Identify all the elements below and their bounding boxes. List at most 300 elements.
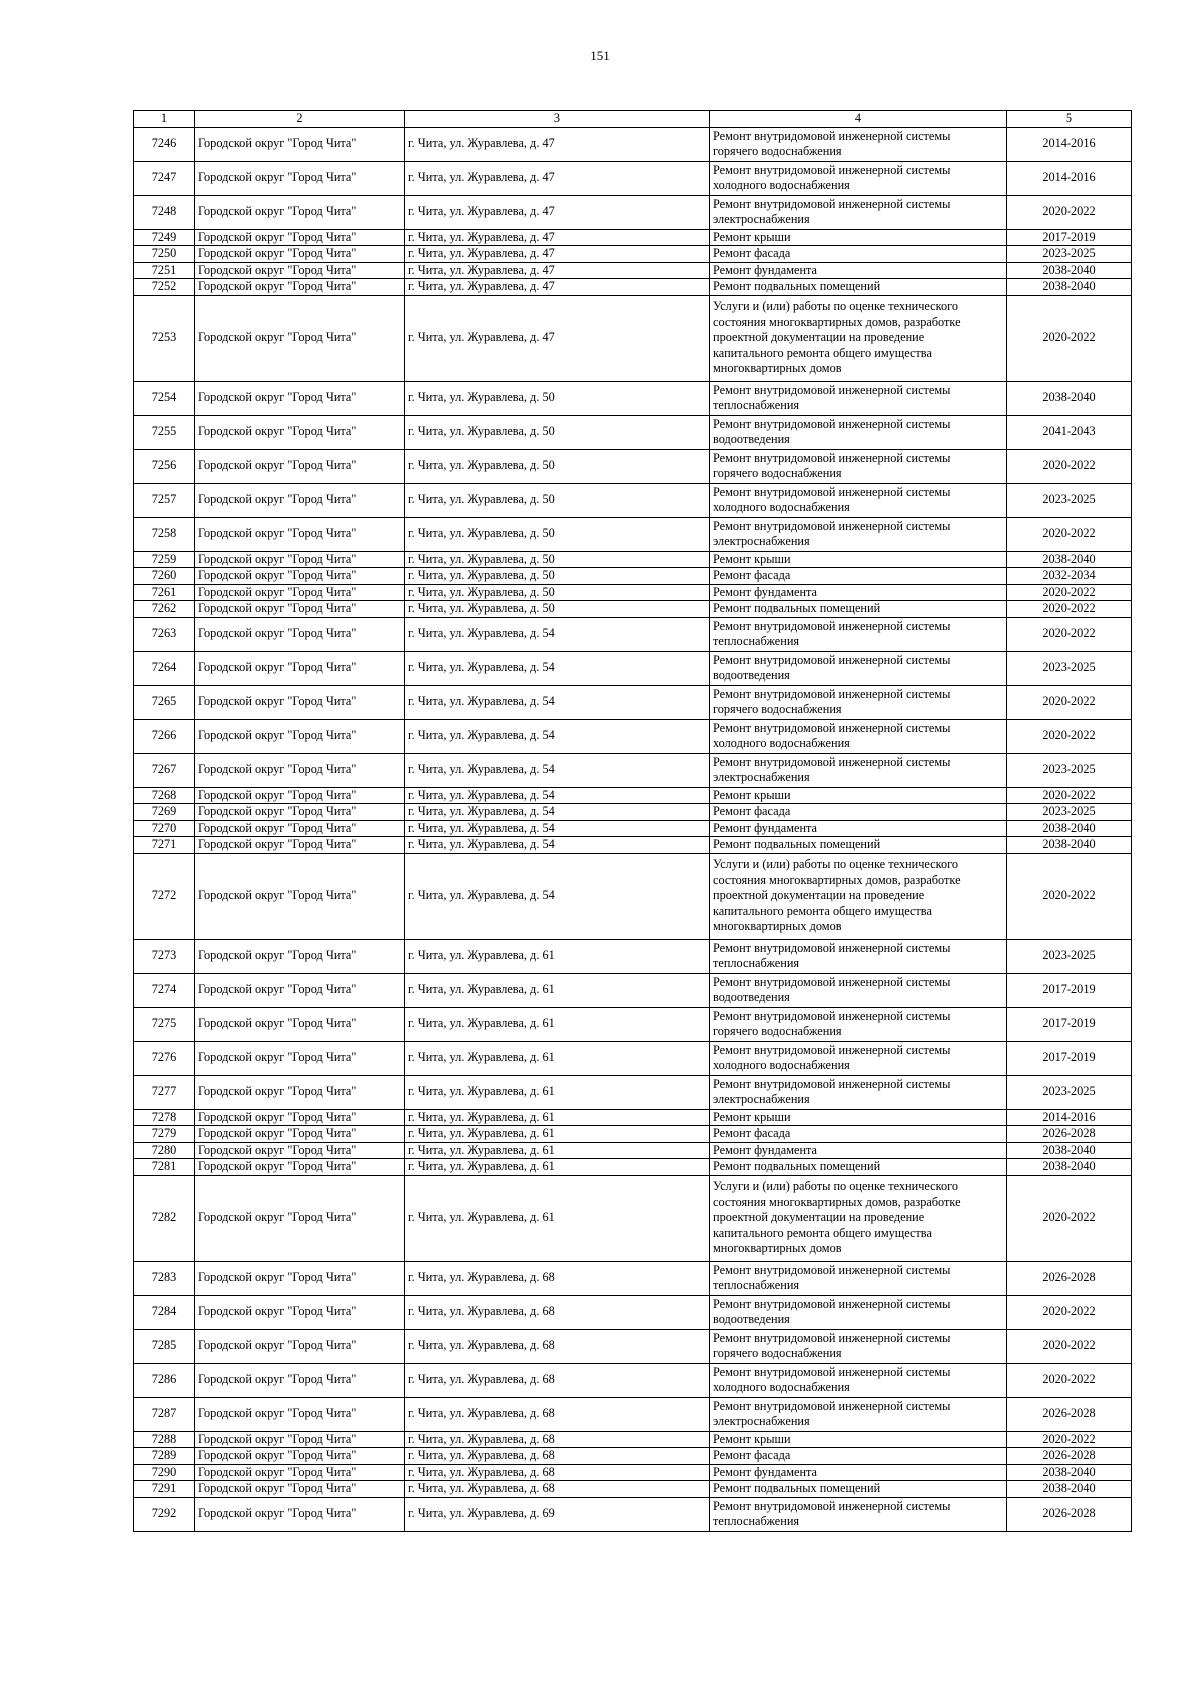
work-type-cell [710, 1329, 1007, 1363]
work-type-line: Ремонт крыши [713, 229, 791, 244]
work-type-cell [710, 787, 1007, 804]
district-cell: Городской округ "Город Чита" [195, 837, 405, 854]
period-cell: 2020-2022 [1007, 449, 1132, 483]
period-cell: 2020-2022 [1007, 685, 1132, 719]
work-type-cell [710, 1109, 1007, 1126]
row-number: 7282 [134, 1175, 195, 1261]
row-number: 7286 [134, 1363, 195, 1397]
work-type-cell [710, 449, 1007, 483]
work-type-line: Ремонт фасада [713, 568, 791, 582]
row-number: 7262 [134, 601, 195, 618]
district-cell: Городской округ "Город Чита" [195, 804, 405, 821]
row-number: 7276 [134, 1041, 195, 1075]
row-number: 7253 [134, 295, 195, 381]
row-number: 7287 [134, 1397, 195, 1431]
table-row [134, 820, 1132, 837]
row-number: 7266 [134, 719, 195, 753]
district-cell: Городской округ "Город Чита" [195, 1329, 405, 1363]
address-cell: г. Чита, ул. Журавлева, д. 68 [405, 1481, 710, 1498]
row-number: 7252 [134, 279, 195, 296]
work-type-cell [710, 161, 1007, 195]
address-cell: г. Чита, ул. Журавлева, д. 47 [405, 246, 710, 263]
table-row [134, 229, 1132, 246]
row-number: 7250 [134, 246, 195, 263]
address-cell: г. Чита, ул. Журавлева, д. 61 [405, 1109, 710, 1126]
work-type-line: Ремонт внутридомовой инженерной системы [713, 450, 951, 465]
period-cell: 2038-2040 [1007, 262, 1132, 279]
address-cell: г. Чита, ул. Журавлева, д. 69 [405, 1497, 710, 1531]
row-number: 7265 [134, 685, 195, 719]
table-row [134, 837, 1132, 854]
row-number: 7290 [134, 1464, 195, 1481]
work-type-cell [710, 584, 1007, 601]
address-cell: г. Чита, ул. Журавлева, д. 54 [405, 837, 710, 854]
row-number: 7268 [134, 787, 195, 804]
period-cell: 2020-2022 [1007, 295, 1132, 381]
period-cell: 2038-2040 [1007, 551, 1132, 568]
table-row [134, 1007, 1132, 1041]
table-row [134, 295, 1132, 381]
address-cell: г. Чита, ул. Журавлева, д. 61 [405, 1041, 710, 1075]
row-number: 7246 [134, 127, 195, 161]
address-cell: г. Чита, ул. Журавлева, д. 61 [405, 1075, 710, 1109]
address-cell: г. Чита, ул. Журавлева, д. 68 [405, 1431, 710, 1448]
work-type-line: Ремонт фундамента [713, 1142, 818, 1157]
work-type-line: теплоснабжения [713, 398, 800, 412]
work-type-cell [710, 1448, 1007, 1465]
table-row [134, 787, 1132, 804]
period-cell: 2026-2028 [1007, 1397, 1132, 1431]
district-cell: Городской округ "Город Чита" [195, 279, 405, 296]
column-header-1: 1 [134, 111, 195, 128]
row-number: 7271 [134, 837, 195, 854]
work-type-line: Ремонт фасада [713, 1126, 791, 1140]
district-cell: Городской округ "Город Чита" [195, 685, 405, 719]
address-cell: г. Чита, ул. Журавлева, д. 54 [405, 685, 710, 719]
work-type-line: Ремонт внутридомовой инженерной системы [713, 618, 951, 633]
table-row [134, 1175, 1132, 1261]
work-type-line: Ремонт подвальных помещений [713, 1481, 881, 1495]
period-cell: 2020-2022 [1007, 853, 1132, 939]
work-type-line: Ремонт внутридомовой инженерной системы [713, 1364, 951, 1379]
period-cell: 2038-2040 [1007, 1159, 1132, 1176]
table-row [134, 1329, 1132, 1363]
work-type-cell [710, 853, 1007, 939]
work-type-cell [710, 1142, 1007, 1159]
work-type-line: Ремонт крыши [713, 551, 791, 566]
work-type-cell [710, 1261, 1007, 1295]
work-type-line: Ремонт внутридомовой инженерной системы [713, 128, 951, 143]
address-cell: г. Чита, ул. Журавлева, д. 68 [405, 1329, 710, 1363]
work-type-cell [710, 246, 1007, 263]
work-type-cell [710, 1126, 1007, 1143]
address-cell: г. Чита, ул. Журавлева, д. 68 [405, 1464, 710, 1481]
period-cell: 2020-2022 [1007, 601, 1132, 618]
work-type-line: Ремонт подвальных помещений [713, 1159, 881, 1173]
period-cell: 2020-2022 [1007, 1329, 1132, 1363]
row-number: 7269 [134, 804, 195, 821]
district-cell: Городской округ "Город Чита" [195, 229, 405, 246]
address-cell: г. Чита, ул. Журавлева, д. 47 [405, 127, 710, 161]
work-type-cell [710, 1075, 1007, 1109]
district-cell: Городской округ "Город Чита" [195, 517, 405, 551]
period-cell: 2038-2040 [1007, 279, 1132, 296]
address-cell: г. Чита, ул. Журавлева, д. 50 [405, 584, 710, 601]
period-cell: 2014-2016 [1007, 161, 1132, 195]
address-cell: г. Чита, ул. Журавлева, д. 54 [405, 787, 710, 804]
district-cell: Городской округ "Город Чита" [195, 1363, 405, 1397]
row-number: 7280 [134, 1142, 195, 1159]
table-header [134, 111, 1132, 128]
district-cell: Городской округ "Город Чита" [195, 449, 405, 483]
row-number: 7257 [134, 483, 195, 517]
work-type-cell [710, 651, 1007, 685]
work-type-line: водоотведения [713, 432, 790, 446]
row-number: 7292 [134, 1497, 195, 1531]
period-cell: 2017-2019 [1007, 1007, 1132, 1041]
work-type-line: Ремонт фасада [713, 246, 791, 260]
row-number: 7291 [134, 1481, 195, 1498]
work-type-cell [710, 1397, 1007, 1431]
work-type-cell [710, 1431, 1007, 1448]
period-cell: 2020-2022 [1007, 787, 1132, 804]
work-type-line: электроснабжения [713, 1092, 810, 1106]
row-number: 7277 [134, 1075, 195, 1109]
work-type-line: Ремонт внутридомовой инженерной системы [713, 1330, 951, 1345]
work-type-line: проектной документации на проведение [713, 888, 925, 903]
district-cell: Городской округ "Город Чита" [195, 1142, 405, 1159]
work-type-cell [710, 601, 1007, 618]
address-cell: г. Чита, ул. Журавлева, д. 47 [405, 262, 710, 279]
period-cell: 2038-2040 [1007, 1142, 1132, 1159]
district-cell: Городской округ "Город Чита" [195, 195, 405, 229]
address-cell: г. Чита, ул. Журавлева, д. 61 [405, 1126, 710, 1143]
district-cell: Городской округ "Город Чита" [195, 127, 405, 161]
work-type-cell [710, 939, 1007, 973]
work-type-cell [710, 381, 1007, 415]
row-number: 7255 [134, 415, 195, 449]
page-number: 151 [590, 48, 610, 63]
work-type-line: капитального ремонта общего имущества [713, 1225, 932, 1240]
row-number: 7270 [134, 820, 195, 837]
table-row [134, 415, 1132, 449]
work-type-line: Услуги и (или) работы по оценке технического [713, 299, 958, 314]
row-number: 7279 [134, 1126, 195, 1143]
address-cell: г. Чита, ул. Журавлева, д. 54 [405, 804, 710, 821]
period-cell: 2038-2040 [1007, 820, 1132, 837]
table-row [134, 1261, 1132, 1295]
work-type-line: состояния многоквартирных домов, разработке [713, 872, 961, 887]
table-row [134, 517, 1132, 551]
work-type-line: многоквартирных домов [713, 1241, 842, 1256]
address-cell: г. Чита, ул. Журавлева, д. 50 [405, 415, 710, 449]
period-cell: 2026-2028 [1007, 1126, 1132, 1143]
work-type-line: Ремонт внутридомовой инженерной системы [713, 720, 951, 735]
period-cell: 2038-2040 [1007, 1481, 1132, 1498]
row-number: 7285 [134, 1329, 195, 1363]
work-type-line: проектной документации на проведение [713, 330, 925, 345]
row-number: 7260 [134, 568, 195, 585]
table-row [134, 449, 1132, 483]
work-type-line: состояния многоквартирных домов, разработке [713, 1194, 961, 1209]
period-cell: 2026-2028 [1007, 1497, 1132, 1531]
work-type-cell [710, 820, 1007, 837]
work-type-cell [710, 973, 1007, 1007]
address-cell: г. Чита, ул. Журавлева, д. 47 [405, 195, 710, 229]
row-number: 7288 [134, 1431, 195, 1448]
address-cell: г. Чита, ул. Журавлева, д. 50 [405, 517, 710, 551]
address-cell: г. Чита, ул. Журавлева, д. 50 [405, 601, 710, 618]
table-row [134, 973, 1132, 1007]
district-cell: Городской округ "Город Чита" [195, 853, 405, 939]
column-header-3: 3 [405, 111, 710, 128]
row-number: 7267 [134, 753, 195, 787]
address-cell: г. Чита, ул. Журавлева, д. 50 [405, 568, 710, 585]
work-type-line: теплоснабжения [713, 634, 800, 648]
district-cell: Городской округ "Город Чита" [195, 1007, 405, 1041]
period-cell: 2017-2019 [1007, 973, 1132, 1007]
work-type-line: Ремонт внутридомовой инженерной системы [713, 162, 951, 177]
address-cell: г. Чита, ул. Журавлева, д. 68 [405, 1261, 710, 1295]
district-cell: Городской округ "Город Чита" [195, 415, 405, 449]
address-cell: г. Чита, ул. Журавлева, д. 61 [405, 1159, 710, 1176]
work-type-line: Ремонт внутридомовой инженерной системы [713, 416, 951, 431]
table-row [134, 584, 1132, 601]
header-row [134, 111, 1132, 128]
address-cell: г. Чита, ул. Журавлева, д. 68 [405, 1448, 710, 1465]
work-type-line: Ремонт подвальных помещений [713, 279, 881, 293]
district-cell: Городской округ "Город Чита" [195, 161, 405, 195]
period-cell: 2020-2022 [1007, 1175, 1132, 1261]
work-type-line: Ремонт внутридомовой инженерной системы [713, 1296, 951, 1311]
work-type-line: Ремонт фасада [713, 804, 791, 818]
district-cell: Городской округ "Город Чита" [195, 617, 405, 651]
row-number: 7289 [134, 1448, 195, 1465]
period-cell: 2020-2022 [1007, 584, 1132, 601]
district-cell: Городской округ "Город Чита" [195, 584, 405, 601]
table-row [134, 1126, 1132, 1143]
work-type-line: Ремонт фундамента [713, 584, 818, 599]
work-type-cell [710, 483, 1007, 517]
period-cell: 2032-2034 [1007, 568, 1132, 585]
address-cell: г. Чита, ул. Журавлева, д. 47 [405, 229, 710, 246]
work-type-cell [710, 1007, 1007, 1041]
period-cell: 2026-2028 [1007, 1261, 1132, 1295]
district-cell: Городской округ "Город Чита" [195, 1175, 405, 1261]
work-type-line: Ремонт подвальных помещений [713, 601, 881, 615]
work-type-line: электроснабжения [713, 770, 810, 784]
district-cell: Городской округ "Город Чита" [195, 1295, 405, 1329]
row-number: 7278 [134, 1109, 195, 1126]
work-type-line: Ремонт внутридомовой инженерной системы [713, 686, 951, 701]
work-type-line: холодного водоснабжения [713, 736, 850, 750]
row-number: 7263 [134, 617, 195, 651]
work-type-cell [710, 1464, 1007, 1481]
period-cell: 2038-2040 [1007, 1464, 1132, 1481]
work-type-cell [710, 1041, 1007, 1075]
work-type-cell [710, 1295, 1007, 1329]
address-cell: г. Чита, ул. Журавлева, д. 47 [405, 295, 710, 381]
period-cell: 2023-2025 [1007, 804, 1132, 821]
work-type-line: Ремонт внутридомовой инженерной системы [713, 1498, 951, 1513]
work-type-cell [710, 262, 1007, 279]
district-cell: Городской округ "Город Чита" [195, 1261, 405, 1295]
table-row [134, 1041, 1132, 1075]
district-cell: Городской округ "Город Чита" [195, 939, 405, 973]
repair-schedule-table [133, 110, 1132, 1532]
work-type-line: Ремонт фундамента [713, 1464, 818, 1479]
work-type-line: горячего водоснабжения [713, 1024, 842, 1038]
work-type-line: Услуги и (или) работы по оценке технического [713, 857, 958, 872]
work-type-line: электроснабжения [713, 1414, 810, 1428]
work-type-cell [710, 568, 1007, 585]
row-number: 7259 [134, 551, 195, 568]
table-row [134, 939, 1132, 973]
work-type-line: Ремонт крыши [713, 1109, 791, 1124]
row-number: 7273 [134, 939, 195, 973]
table-row [134, 651, 1132, 685]
district-cell: Городской округ "Город Чита" [195, 1448, 405, 1465]
work-type-line: многоквартирных домов [713, 361, 842, 376]
table-row [134, 753, 1132, 787]
period-cell: 2014-2016 [1007, 1109, 1132, 1126]
table-row [134, 195, 1132, 229]
work-type-line: состояния многоквартирных домов, разработке [713, 314, 961, 329]
period-cell: 2020-2022 [1007, 617, 1132, 651]
district-cell: Городской округ "Город Чита" [195, 1126, 405, 1143]
table-row [134, 381, 1132, 415]
row-number: 7264 [134, 651, 195, 685]
work-type-line: Ремонт внутридомовой инженерной системы [713, 1262, 951, 1277]
period-cell: 2038-2040 [1007, 837, 1132, 854]
work-type-line: водоотведения [713, 1312, 790, 1326]
table-row [134, 1448, 1132, 1465]
work-type-line: Ремонт внутридомовой инженерной системы [713, 1008, 951, 1023]
work-type-cell [710, 1363, 1007, 1397]
work-type-cell [710, 617, 1007, 651]
district-cell: Городской округ "Город Чита" [195, 246, 405, 263]
work-type-line: Ремонт внутридомовой инженерной системы [713, 382, 951, 397]
district-cell: Городской округ "Город Чита" [195, 1109, 405, 1126]
column-header-5: 5 [1007, 111, 1132, 128]
work-type-line: Ремонт фасада [713, 1448, 791, 1462]
row-number: 7248 [134, 195, 195, 229]
table-row [134, 719, 1132, 753]
table-row [134, 1397, 1132, 1431]
address-cell: г. Чита, ул. Журавлева, д. 61 [405, 1007, 710, 1041]
work-type-line: Ремонт внутридомовой инженерной системы [713, 940, 951, 955]
work-type-line: Ремонт внутридомовой инженерной системы [713, 1042, 951, 1057]
work-type-cell [710, 127, 1007, 161]
row-number: 7281 [134, 1159, 195, 1176]
district-cell: Городской округ "Город Чита" [195, 483, 405, 517]
work-type-line: теплоснабжения [713, 1278, 800, 1292]
table-row [134, 161, 1132, 195]
table-row [134, 1109, 1132, 1126]
address-cell: г. Чита, ул. Журавлева, д. 68 [405, 1397, 710, 1431]
period-cell: 2020-2022 [1007, 1363, 1132, 1397]
district-cell: Городской округ "Город Чита" [195, 1159, 405, 1176]
address-cell: г. Чита, ул. Журавлева, д. 54 [405, 617, 710, 651]
district-cell: Городской округ "Город Чита" [195, 1464, 405, 1481]
work-type-line: капитального ремонта общего имущества [713, 903, 932, 918]
work-type-line: холодного водоснабжения [713, 1380, 850, 1394]
work-type-line: водоотведения [713, 668, 790, 682]
table-row [134, 279, 1132, 296]
address-cell: г. Чита, ул. Журавлева, д. 54 [405, 753, 710, 787]
table-row [134, 1363, 1132, 1397]
district-cell: Городской округ "Город Чита" [195, 753, 405, 787]
row-number: 7261 [134, 584, 195, 601]
work-type-line: Ремонт внутридомовой инженерной системы [713, 196, 951, 211]
period-cell: 2020-2022 [1007, 719, 1132, 753]
district-cell: Городской округ "Город Чита" [195, 295, 405, 381]
period-cell: 2023-2025 [1007, 651, 1132, 685]
work-type-cell [710, 295, 1007, 381]
work-type-cell [710, 195, 1007, 229]
row-number: 7283 [134, 1261, 195, 1295]
address-cell: г. Чита, ул. Журавлева, д. 68 [405, 1295, 710, 1329]
table-row [134, 1431, 1132, 1448]
row-number: 7254 [134, 381, 195, 415]
table-row [134, 685, 1132, 719]
period-cell: 2026-2028 [1007, 1448, 1132, 1465]
district-cell: Городской округ "Город Чита" [195, 719, 405, 753]
address-cell: г. Чита, ул. Журавлева, д. 50 [405, 381, 710, 415]
period-cell: 2041-2043 [1007, 415, 1132, 449]
work-type-cell [710, 1175, 1007, 1261]
work-type-line: капитального ремонта общего имущества [713, 345, 932, 360]
table-row [134, 617, 1132, 651]
row-number: 7274 [134, 973, 195, 1007]
work-type-line: теплоснабжения [713, 1514, 800, 1528]
work-type-line: Ремонт фундамента [713, 820, 818, 835]
district-cell: Городской округ "Город Чита" [195, 973, 405, 1007]
table-row [134, 483, 1132, 517]
table-row [134, 568, 1132, 585]
address-cell: г. Чита, ул. Журавлева, д. 61 [405, 1175, 710, 1261]
district-cell: Городской округ "Город Чита" [195, 1481, 405, 1498]
address-cell: г. Чита, ул. Журавлева, д. 68 [405, 1363, 710, 1397]
table-row [134, 1464, 1132, 1481]
work-type-line: Ремонт внутридомовой инженерной системы [713, 518, 951, 533]
work-type-cell [710, 837, 1007, 854]
row-number: 7275 [134, 1007, 195, 1041]
work-type-line: многоквартирных домов [713, 919, 842, 934]
work-type-cell [710, 685, 1007, 719]
work-type-line: Ремонт фундамента [713, 262, 818, 277]
work-type-line: Ремонт крыши [713, 787, 791, 802]
period-cell: 2020-2022 [1007, 517, 1132, 551]
address-cell: г. Чита, ул. Журавлева, д. 61 [405, 1142, 710, 1159]
row-number: 7272 [134, 853, 195, 939]
period-cell: 2023-2025 [1007, 939, 1132, 973]
work-type-cell [710, 517, 1007, 551]
table-row [134, 1481, 1132, 1498]
row-number: 7249 [134, 229, 195, 246]
period-cell: 2038-2040 [1007, 381, 1132, 415]
work-type-line: холодного водоснабжения [713, 178, 850, 192]
work-type-cell [710, 804, 1007, 821]
address-cell: г. Чита, ул. Журавлева, д. 47 [405, 161, 710, 195]
address-cell: г. Чита, ул. Журавлева, д. 61 [405, 973, 710, 1007]
work-type-line: горячего водоснабжения [713, 1346, 842, 1360]
period-cell: 2023-2025 [1007, 246, 1132, 263]
address-cell: г. Чита, ул. Журавлева, д. 61 [405, 939, 710, 973]
row-number: 7247 [134, 161, 195, 195]
district-cell: Городской округ "Город Чита" [195, 262, 405, 279]
row-number: 7258 [134, 517, 195, 551]
